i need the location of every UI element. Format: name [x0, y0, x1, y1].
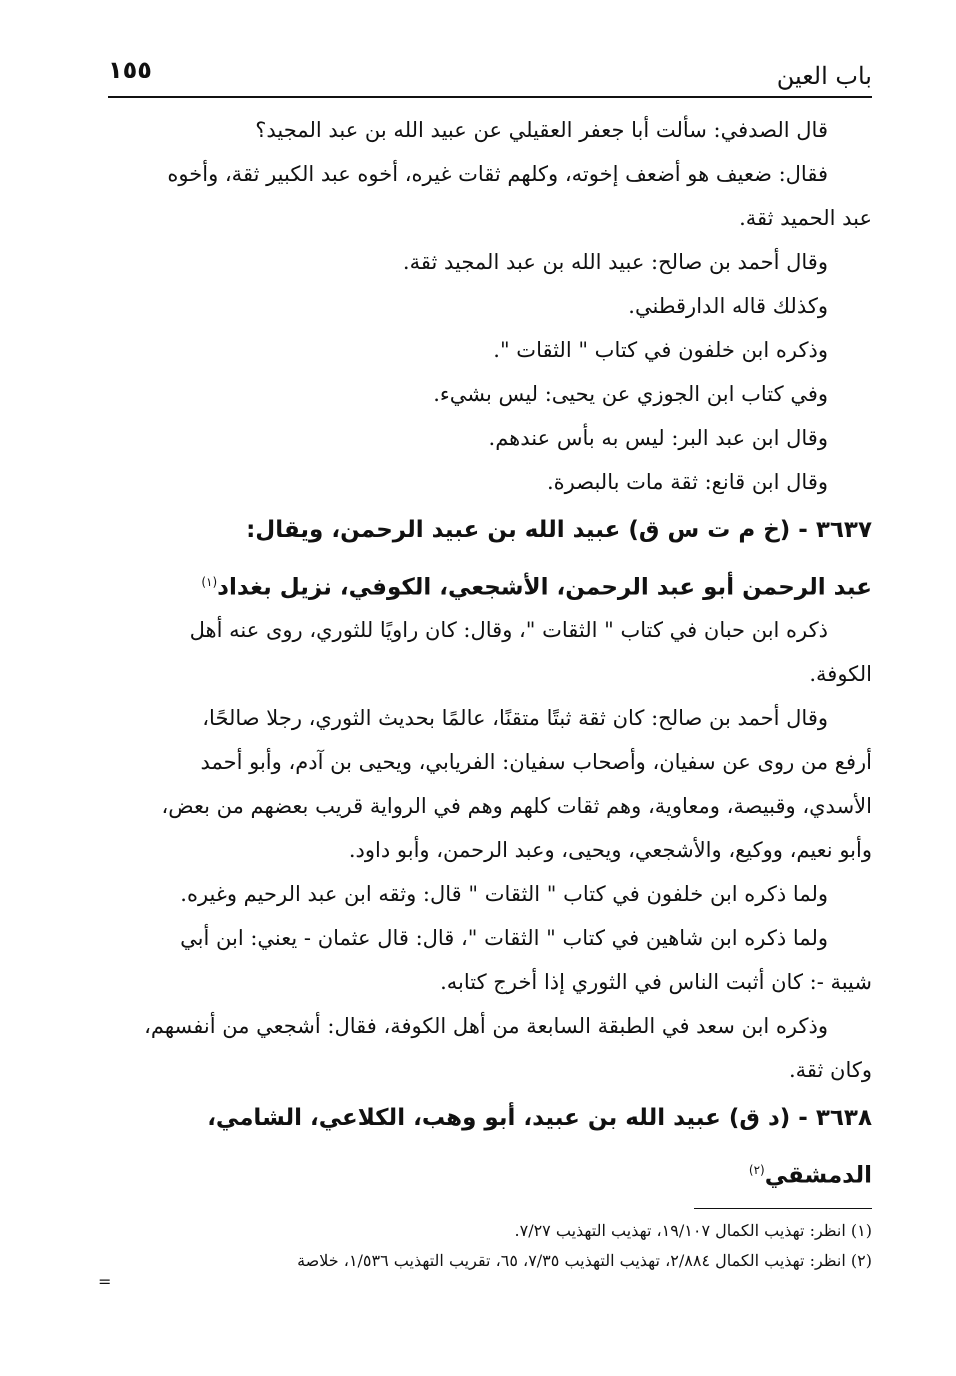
text-line: وذكره ابن خلفون في كتاب " الثقات ".: [493, 338, 828, 362]
footnote-2: (٢) انظر: تهذيب الكمال ٢/٨٨٤، تهذيب التهذيب ٧/٣٥، ٦٥، تقريب التهذيب ١/٥٣٦، خلاصة: [297, 1251, 872, 1270]
entry-heading-text: عبد الرحمن أبو عبد الرحمن، الأشجعي، الكوفي، نزيل بغداد: [217, 574, 872, 601]
text-line: ذكره ابن حبان في كتاب " الثقات "، وقال: كان راويًا للثوري، روى عنه أهل: [189, 618, 828, 642]
continuation-mark: =: [98, 1272, 112, 1291]
text-line: وفي كتاب ابن الجوزي عن يحيى: ليس بشيء.: [433, 382, 828, 406]
text-line: وذكره ابن سعد في الطبقة السابعة من أهل الكوفة، فقال: أشجعي من أنفسهم،: [144, 1014, 828, 1038]
entry-heading-3637-cont: [108, 556, 872, 608]
text-line: الأسدي، وقبيصة، ومعاوية، وهم ثقات كلهم وهم في الرواية قريب بعضهم من بعض،: [161, 794, 872, 818]
page-header: [108, 56, 872, 98]
footnote-ref: (٢): [748, 1163, 765, 1177]
text-line: وقال أحمد بن صالح: عبيد الله بن عبد المجيد ثقة.: [402, 250, 828, 274]
text-line: الكوفة.: [809, 662, 872, 686]
text-line: وقال ابن عبد البر: ليس به بأس عندهم.: [488, 426, 828, 450]
text-line: شيبة -: كان أثبت الناس في الثوري إذا أخرج كتابه.: [440, 970, 872, 994]
text-line: فقال: ضعيف هو أضعف إخوته، وكلهم ثقات غيره، أخوه عبد الكبير ثقة، وأخوه: [167, 162, 828, 186]
footnotes: [100, 1216, 872, 1276]
text-line: ولما ذكره ابن شاهين في كتاب " الثقات "، قال: قال عثمان - يعني: ابن أبي: [180, 926, 828, 950]
footnote-1: (١) انظر: تهذيب الكمال ١٩/١٠٧، تهذيب التهذيب ٧/٢٧.: [514, 1221, 872, 1240]
entry-heading-3638-cont: [108, 1144, 872, 1196]
entry-heading-3638: ٣٦٣٨ - (د ق) عبيد الله بن عبيد، أبو وهب، الكلاعي، الشامي،: [207, 1105, 872, 1131]
chapter-title: باب العين: [776, 62, 872, 90]
page-number: ١٥٥: [108, 56, 152, 84]
text-line: وكان ثقة.: [788, 1058, 872, 1082]
text-line: وكذلك قاله الدارقطني.: [628, 294, 828, 318]
entry-heading-text: الدمشقي: [764, 1162, 872, 1189]
text-line: قال الصدفي: سألت أبا جعفر العقيلي عن عبيد الله بن عبد المجيد؟: [255, 118, 828, 142]
text-line: وقال أحمد بن صالح: كان ثقة ثبتًا متقنًا، عالمًا بحديث الثوري، رجلا صالحًا،: [202, 706, 828, 730]
text-line: عبد الحميد ثقة.: [739, 206, 872, 230]
text-line: أرفع من روى عن سفيان، وأصحاب سفيان: الفريابي، ويحيى بن آدم، وأبو أحمد: [200, 750, 872, 774]
text-line: ولما ذكره ابن خلفون في كتاب " الثقات " قال: وثقه ابن عبد الرحيم وغيره.: [180, 882, 828, 906]
page-body: [108, 108, 872, 1196]
entry-heading-3637: ٣٦٣٧ - (خ م ت س ق) عبيد الله بن عبيد الرحمن، ويقال:: [246, 517, 872, 543]
text-line: وأبو نعيم، ووكيع، والأشجعي، ويحيى، وعبد الرحمن، وأبو داود.: [348, 838, 872, 862]
footnote-separator: [694, 1208, 872, 1209]
text-line: وقال ابن قانع: ثقة مات بالبصرة.: [546, 470, 828, 494]
footnote-ref: (١): [201, 575, 218, 589]
